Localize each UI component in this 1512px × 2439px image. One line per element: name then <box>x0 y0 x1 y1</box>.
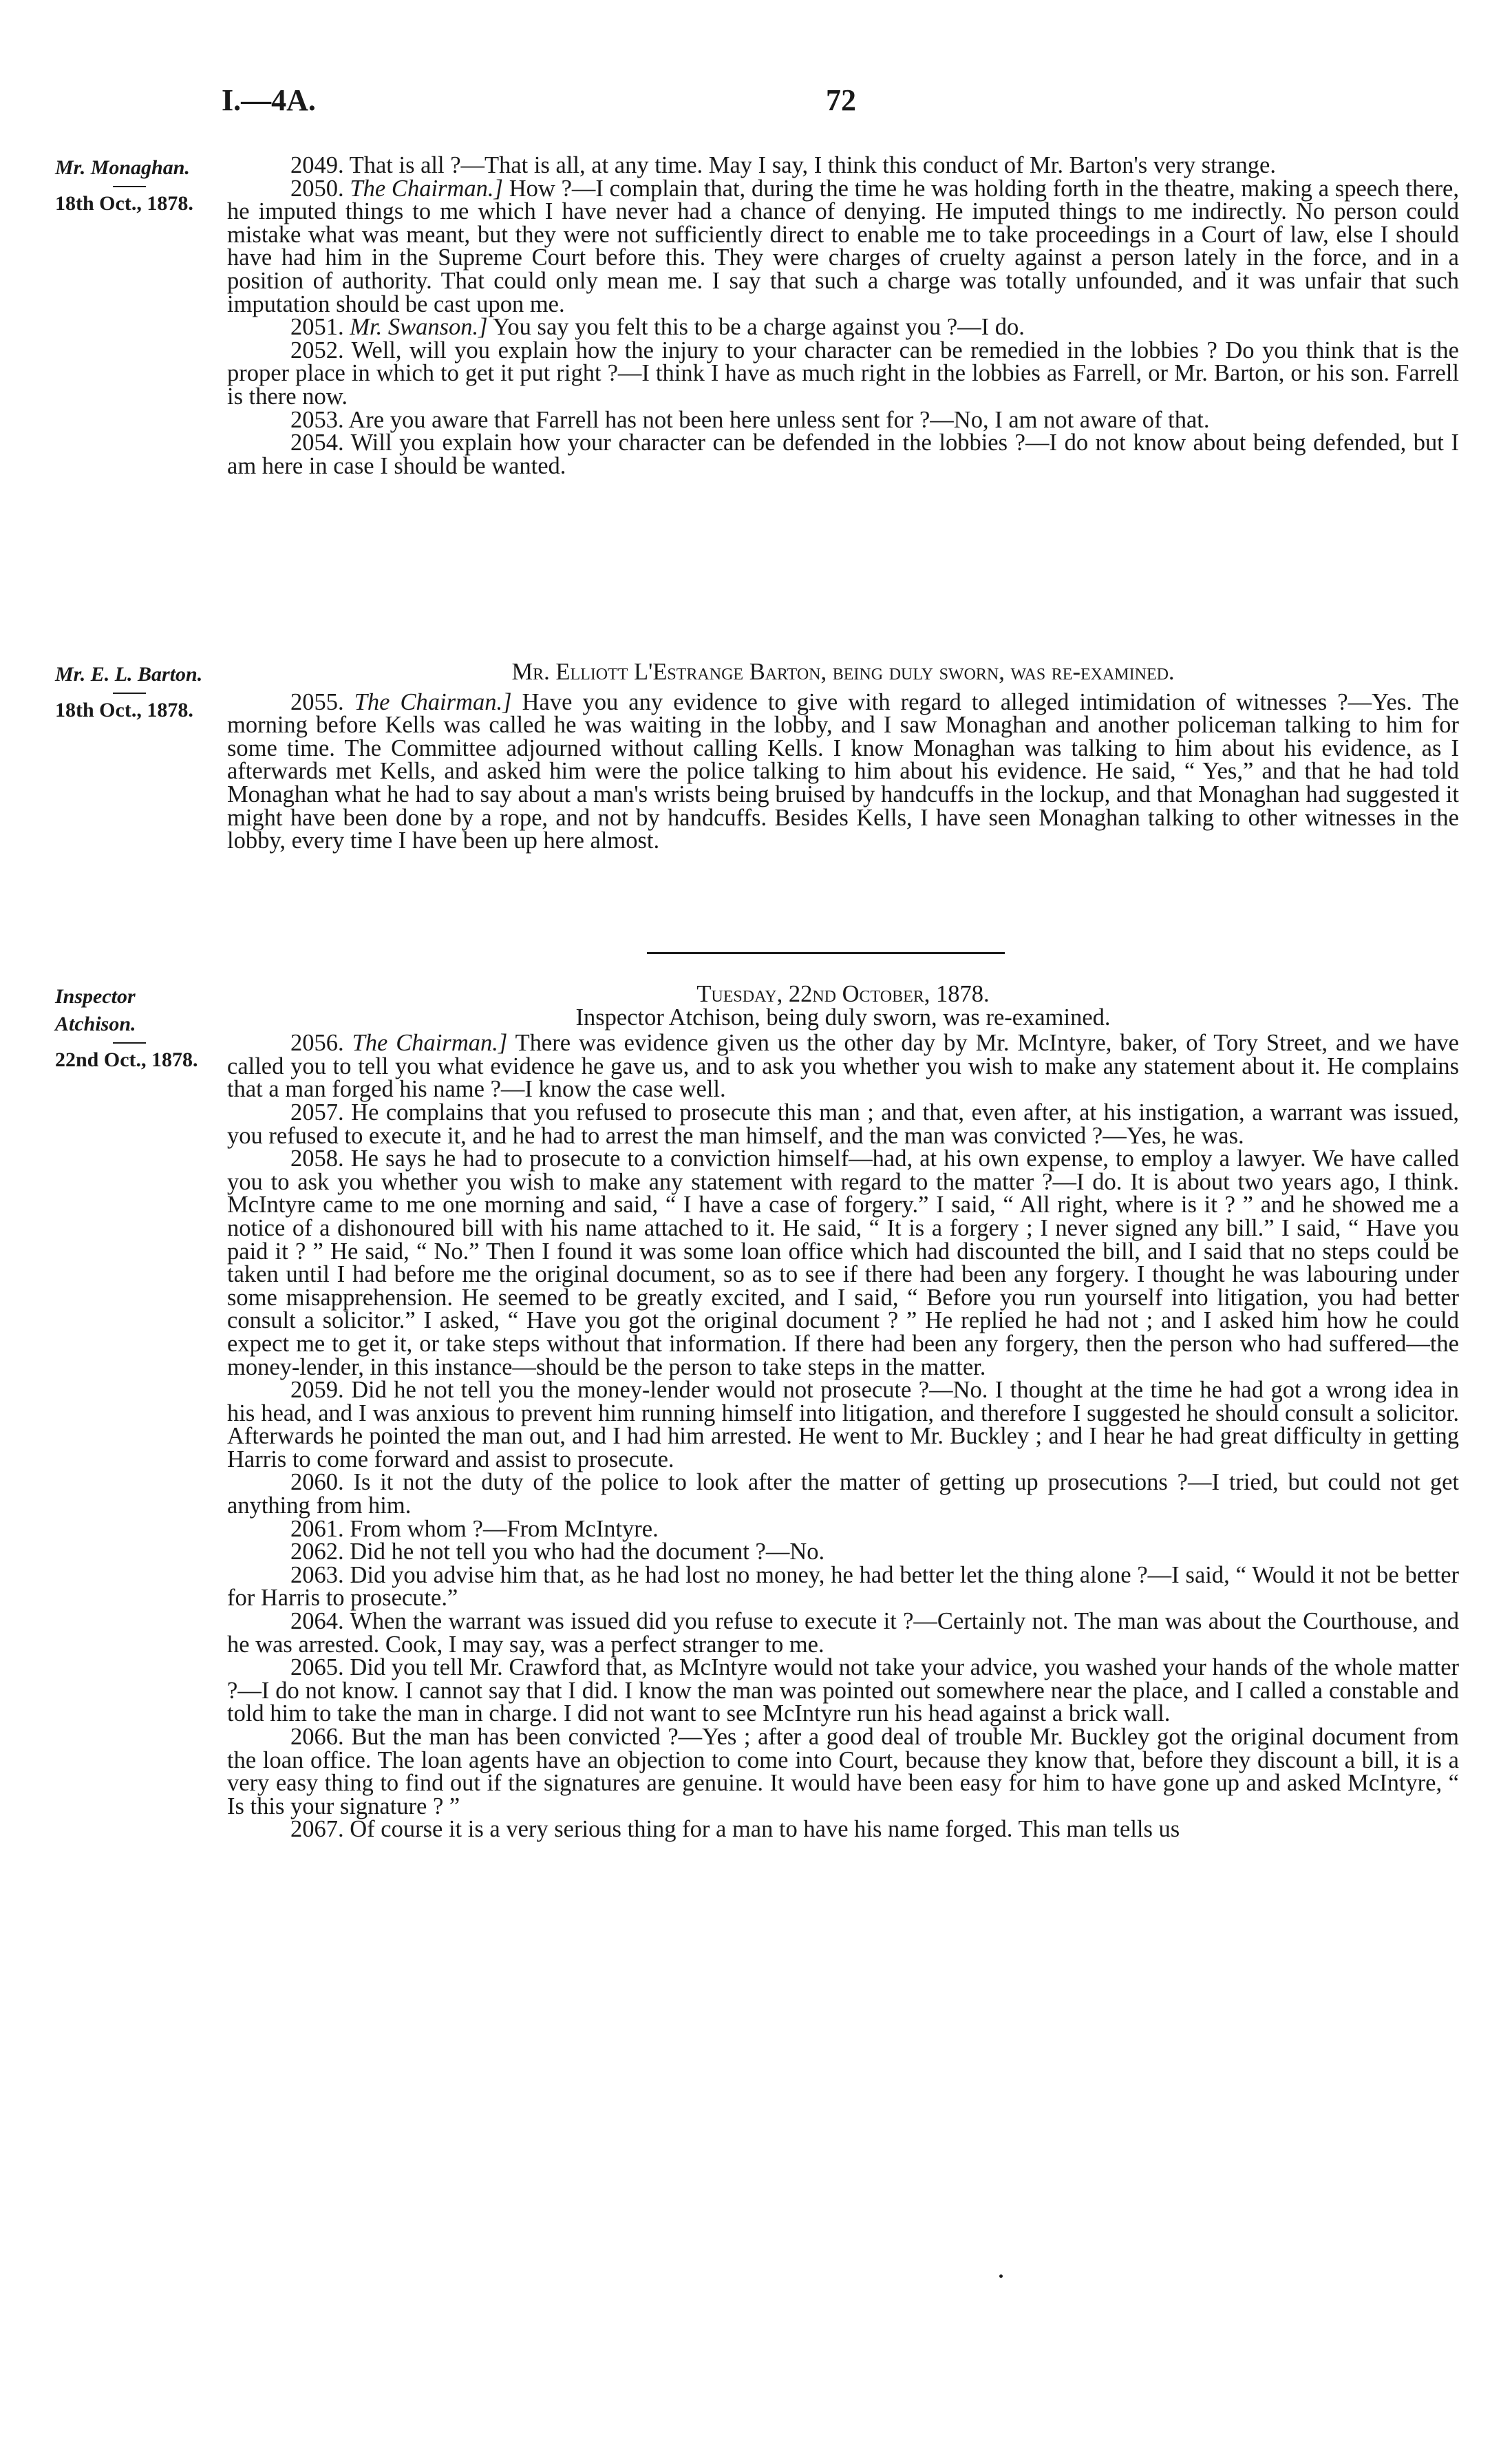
paragraph: 2062. Did he not tell you who had the document ?—No. <box>290 1539 825 1565</box>
witness-name: Inspector Atchison. <box>55 985 136 1035</box>
witness-name: Mr. E. L. Barton. <box>55 663 203 686</box>
paragraph: 2056. The Chairman.] There was evidence given us the other day by Mr. McIntyre, baker, of Tory Street, and we have called you to tell you what evidence he gave us, and to ask you whether you wish to make any statement about it. He complains that a man forged his name ?—I know the case well. <box>227 1030 1459 1103</box>
paragraph: 2052. Well, will you explain how the injury to your character can be remedied in the lobbies ? Do you think that is the proper place in which to get it put right ?—I think I have as much right in the lobbies as Farrell, or Mr. Barton, or his son. Farrell is there now. <box>227 337 1459 410</box>
testimony-text <box>227 661 1459 853</box>
paragraph: 2061. From whom ?—From McIntyre. <box>290 1515 659 1542</box>
paragraph: 2057. He complains that you refused to prosecute this man ; and that, even after, at his instigation, a warrant was issued, you refused to execute it, and he had to arrest the man himself, and the man was convicted ?—Yes, he was. <box>227 1099 1459 1149</box>
witness-heading: Inspector Atchison, being duly sworn, was re-examined. <box>575 1004 1111 1031</box>
date-heading: Tuesday, 22nd October, 1878. <box>696 981 990 1007</box>
margin-dash <box>113 693 146 694</box>
section-divider <box>647 952 1005 954</box>
paragraph: 2051. Mr. Swanson.] You say you felt this to be a charge against you ?—I do. <box>290 314 1025 341</box>
paragraph: 2066. But the man has been convicted ?—Yes ; after a good deal of trouble Mr. Buckley got the original document from the loan office. The loan agents have an objection to come into Court, because they know that, before they discount a bill, it is a very easy thing to find out if the signatures are genuine. It would have been easy for him to have gone up and asked McIntyre, “ Is this your signature ? ” <box>227 1724 1459 1819</box>
paragraph: 2050. The Chairman.] How ?—I complain that, during the time he was holding forth in the theatre, making a speech there, he imputed things to me which I have never had a chance of denying. He imputed things to me indirectly. No person could mistake what was meant, but they were not sufficiently direct to enable me to take proceedings in a Court of law, else I should have had him in the Supreme Court before this. They were charges of cruelty against a person lately in the force, and in a position of authority. That could only mean me. I say that such a charge was totally unfounded, and it was unfair that such imputation should be cast upon me. <box>227 175 1459 317</box>
margin-dash <box>113 186 146 187</box>
witness-date: 22nd Oct., 1878. <box>55 1048 198 1071</box>
paragraph: 2053. Are you aware that Farrell has not been here unless sent for ?—No, I am not aware of that. <box>290 406 1210 433</box>
paragraph: 2054. Will you explain how your character can be defended in the lobbies ?—I do not know about being defended, but I am here in case I should be wanted. <box>227 430 1459 479</box>
margin-note <box>55 154 213 218</box>
margin-note <box>55 983 213 1074</box>
testimony-text <box>227 983 1459 1841</box>
paragraph: 2065. Did you tell Mr. Crawford that, as McIntyre would not take your advice, you washed your hands of the whole matter ?—I do not know. I cannot say that I did. I know the man was pointed out somewhere near the place, and I called a constable and told him to take the man in charge. I did not want to see McIntyre run his head against a brick wall. <box>227 1654 1459 1727</box>
paragraph: 2063. Did you advise him that, as he had lost no money, he had better let the thing alone ?—I said, “ Would it not be better for Harris to prosecute.” <box>227 1561 1460 1612</box>
paragraph: 2055. The Chairman.] Have you any evidence to give with regard to alleged intimidation of witnesses ?—Yes. The morning before Kells was called he was waiting in the lobby, and I saw Monaghan and another policeman talking to him for some time. The Committee adjourned without calling Kells. I know Monaghan was talking to him about his evidence, as I afterwards met Kells, and asked him were the police talking to him about his evidence. He said, “ Yes,” and that he had told Monaghan what he had to say about a man's wrists being bruised by handcuffs in the lockup, and that Monaghan had suggested it might have been done by a rope, and not by handcuffs. Besides Kells, I have seen Monaghan talking to other witnesses in the lobby, every time I have been up here almost. <box>227 688 1460 854</box>
margin-dash <box>113 1042 146 1044</box>
witness-date: 18th Oct., 1878. <box>55 699 193 721</box>
testimony-text <box>227 154 1459 478</box>
margin-note <box>55 661 213 724</box>
page-number: 72 <box>826 83 856 117</box>
paragraph: 2058. He says he had to prosecute to a conviction himself—had, at his own expense, to employ a lawyer. We have called you to ask you whether you wish to make any statement with regard to the matter ?—I do. It is about two years ago, I think. McIntyre came to me one morning and said, “ I have a case of forgery.” I said, “ All right, where is it ? ” and he showed me a notice of a dishonoured bill with his name attached to it. He said, “ It is a forgery ; I never signed any bill.” I said, “ Have you paid it ? ” He said, “ No.” Then I found it was some loan office which had discounted the bill, and I said that no steps could be taken until I had before me the original document, so as to see if there had been any forgery. I thought he was labouring under some misapprehension. He seemed to be greatly excited, and I said, “ Before you run yourself into litigation, you had better consult a solicitor.” I asked, “ Have you got the original document ? ” He replied he had not ; and I asked him how he could expect me to get it, or take steps without that information. If there had been any forgery, then the person who had suffered—the money-lender, in this instance—should be the person to take steps in the matter. <box>227 1145 1459 1380</box>
paragraph: 2049. That is all ?—That is all, at any time. May I say, I think this conduct of Mr. Barton's very strange. <box>290 152 1276 178</box>
witness-date: 18th Oct., 1878. <box>55 192 193 215</box>
stray-mark <box>999 2274 1003 2278</box>
paragraph: 2059. Did he not tell you the money-lender would not prosecute ?—No. I thought at the time he had got a wrong idea in his head, and I was anxious to prevent him running himself into litigation, and therefore I suggested he should consult a solicitor. Afterwards he pointed the man out, and I had him arrested. He went to Mr. Buckley ; and I hear he had great difficulty in getting Harris to come forward and assist to prosecute. <box>227 1377 1460 1472</box>
witness-name: Mr. Monaghan. <box>55 156 190 179</box>
paragraph: 2060. Is it not the duty of the police to look after the matter of getting up prosecutions ?—I tried, but could not get anything from him. <box>227 1469 1459 1519</box>
document-reference: I.—4A. <box>222 83 316 117</box>
paragraph: 2064. When the warrant was issued did you refuse to execute it ?—Certainly not. The man was about the Courthouse, and he was arrested. Cook, I may say, was a perfect stranger to me. <box>227 1608 1459 1658</box>
witness-heading: Mr. Elliott L'Estrange Barton, being duly sworn, was re-examined. <box>511 659 1175 685</box>
paragraph: 2067. Of course it is a very serious thing for a man to have his name forged. This man tells us <box>290 1816 1180 1843</box>
